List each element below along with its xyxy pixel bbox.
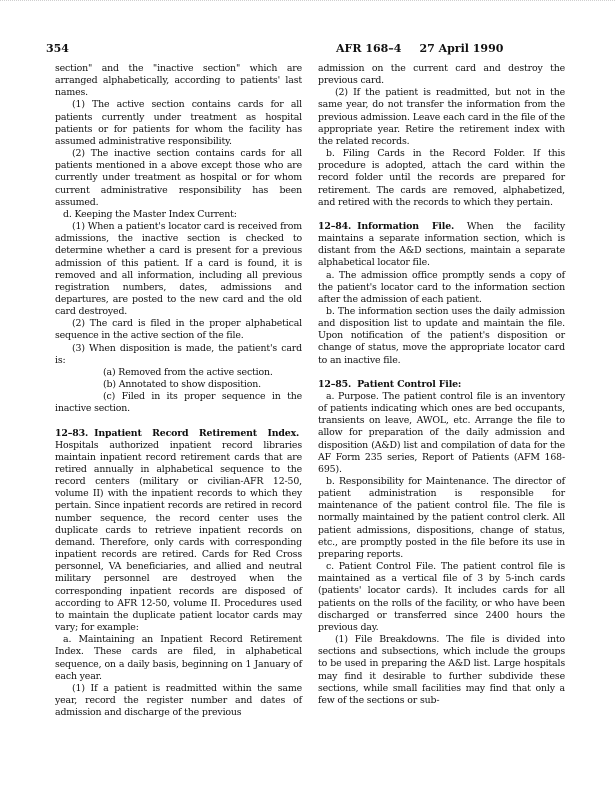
list-item: (a) Removed from the active section. <box>103 366 273 378</box>
paragraph: section" and the "inactive section" which are arranged alphabetically, according to patients' last names. <box>55 63 302 99</box>
paragraph: (2) The card is filed in the proper alphabetical sequence in the active section of the file. <box>55 318 302 342</box>
publication-id: AFR 168–4 <box>336 42 402 55</box>
left-column <box>55 63 302 719</box>
section-number: 12–83. <box>55 427 89 439</box>
paragraph: a. The admission office promptly sends a copy of the patient's locator card to the information section after the admission of each patient. <box>318 269 565 305</box>
section-body: Hospitals authorized inpatient record libraries maintain inpatient record retirement cards that are retired annually in alphabetical sequence to the record centers (military or civilian-AFR 12-50, volume II) with the inpatient records to which they pertain. Since inpatient records are retired in record number sequence, the record center uses the duplicate cards to retrieve inpatient records on demand. Therefore, only cards with corresponding inpatient records are retired. Cards for Red Cross personnel, VA beneficiaries, and allied and neutral military personnel are destroyed when the corresponding inpatient records are disposed of according to AFR 12-50, volume II. Procedures used to maintain the duplicate patient locator cards may vary; for example: <box>55 439 302 634</box>
paragraph: c. Patient Control File. The patient control file is maintained as a vertical file of 3 by 5-inch cards (patients' locator cards). It includes cards for all patients on the rolls of the facility, or who have been discharged or transferred since 2400 hours the previous day. <box>318 561 565 633</box>
section-body: When the facility maintains a separate information section, which is distant from the A&D sections, maintain a separate alphabetical locator file. <box>318 220 565 269</box>
paragraph: a. Purpose. The patient control file is an inventory of patients indicating which ones are bed occupants, transients on leave, AWOL, etc. Arrange the file to allow for preparation of the daily admission and disposition (A&D) list and compilation of data for the AF Form 235 series, Report of Patients (AFM 168-695). <box>318 390 565 475</box>
section-12-84 <box>318 221 565 270</box>
section-12-85 <box>318 379 565 391</box>
paragraph: (1) File Breakdowns. The file is divided into sections and subsections, which include the groups to be used in preparing the A&D list. Large hospitals may find it desirable to further subdivide these sections, while small facilities may find that only a few of the sections or sub- <box>318 634 565 706</box>
list-item: (c) Filed in its proper sequence in the inactive section. <box>55 391 302 415</box>
running-header <box>336 42 503 55</box>
paragraph: (1) If a patient is readmitted within the same year, record the register number and dates of admission and discharge of the previous <box>55 682 302 719</box>
paragraph: (1) The active section contains cards for all patients currently under treatment as hospital patients or for patients for whom the facility has assumed administrative responsibility. <box>55 99 302 147</box>
publication-date: 27 April 1990 <box>419 42 504 55</box>
subheading: d. Keeping the Master Index Current: <box>63 208 237 220</box>
section-title: Inpatient Record Retirement Index. <box>94 427 300 439</box>
paragraph: b. Responsibility for Maintenance. The director of patient administration is responsible for maintenance of the patient control file. The file is normally maintained by the patient control clerk. All patient admissions, dispositions, change of status, etc., are promptly posted in the file before its use in preparing reports. <box>318 476 565 560</box>
list-item: (b) Annotated to show disposition. <box>103 379 261 391</box>
paragraph: b. The information section uses the daily admission and disposition list to update and maintain the file. Upon notification of the patient's disposition or change of status, move the appropriate locator card to an inactive file. <box>318 305 565 366</box>
paragraph: (2) If the patient is readmitted, but not in the same year, do not transfer the information from the previous admission. Leave each card in the file of the appropriate year. Retire the retirement index with the related records. <box>318 87 565 147</box>
paragraph: admission on the current card and destroy the previous card. <box>318 63 565 87</box>
paragraph: a. Maintaining an Inpatient Record Retirement Index. These cards are filed, in alphabetical sequence, on a daily basis, beginning on 1 January of each year. <box>55 634 302 682</box>
section-12-83 <box>55 428 302 635</box>
section-number: 12–85. <box>318 378 352 390</box>
page-number: 354 <box>46 42 69 55</box>
section-title: Information File. <box>357 220 455 232</box>
section-number: 12–84. <box>318 220 352 232</box>
paragraph: (1) When a patient's locator card is received from admissions, the inactive section is checked to determine whether a card is present for a previous admission of this patient. If a card is found, it is removed and all information, including all previous registration numbers, dates, admissions and departures, are posted to the new card and the old card destroyed. <box>55 221 302 318</box>
scan-artifact-line <box>0 0 615 3</box>
paragraph: b. Filing Cards in the Record Folder. If this procedure is adopted, attach the card within the record folder until the records are prepared for retirement. The cards are removed, alphabetized, and retired with the records to which they pertain. <box>318 148 565 208</box>
paragraph: (2) The inactive section contains cards for all patients mentioned in a above except those who are currently under treatment as hospital or for whom current administrative responsibility has been assumed. <box>55 148 302 208</box>
right-column <box>318 63 565 707</box>
section-title: Patient Control File: <box>357 378 462 390</box>
paragraph: (3) When disposition is made, the patient's card is: <box>55 342 302 366</box>
